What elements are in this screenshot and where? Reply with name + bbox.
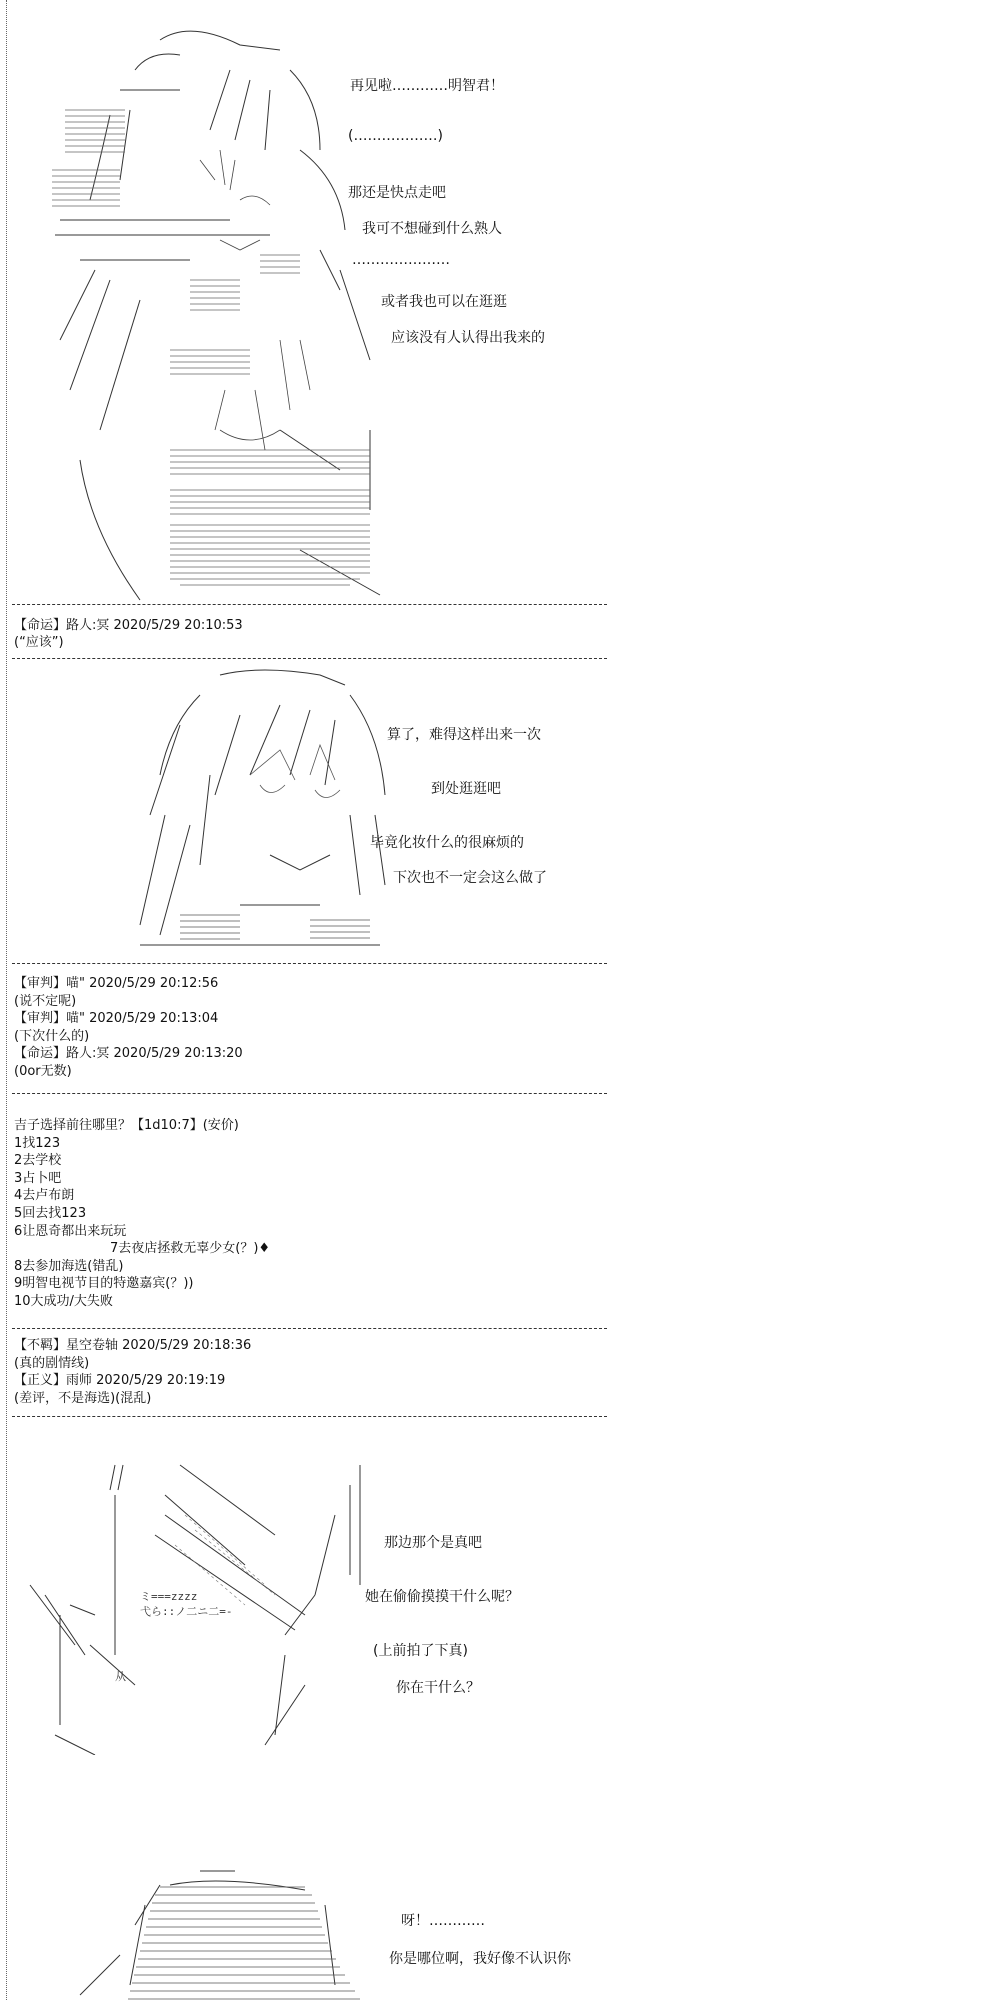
comment-line: (下次什么的) [14, 1028, 90, 1044]
dialogue-line: 算了，难得这样出来一次 [387, 727, 541, 743]
post-separator [12, 658, 607, 659]
poll-option: 10大成功/大失败 [14, 1293, 113, 1309]
comment-line: 【不羁】星空卷轴 2020/5/29 20:18:36 [14, 1338, 252, 1353]
comment-line: 【审判】喵" 2020/5/29 20:13:04 [14, 1011, 219, 1027]
dialogue-line: 应该没有人认得出我来的 [391, 330, 545, 346]
comment-line: 【命运】路人:冥 2020/5/29 20:10:53 [14, 618, 243, 633]
dialogue-line: (上前拍了下真) [373, 1643, 468, 1659]
dialogue-line: 我可不想碰到什么熟人 [362, 221, 502, 237]
comment-line: (0or无数) [14, 1063, 72, 1079]
comment-line: (说不定呢) [14, 993, 77, 1009]
poll-block [14, 1117, 270, 1311]
poll-option: 3占卜吧 [14, 1170, 62, 1186]
poll-option: 4去卢布朗 [14, 1188, 75, 1204]
post-separator [12, 1328, 607, 1329]
dialogue-line: ………………… [352, 252, 450, 268]
comment-line: (真的剧情线) [14, 1355, 90, 1371]
comment-block [14, 975, 243, 1081]
dialogue-line: 你在干什么？ [396, 1680, 480, 1696]
dialogue-line: 或者我也可以在逛逛 [381, 294, 507, 310]
post-separator [12, 963, 607, 964]
dialogue-line: 毕竟化妆什么的很麻烦的 [370, 835, 524, 851]
ascii-art-panel-3 [15, 1455, 375, 1755]
comment-line: 【命运】路人:冥 2020/5/29 20:13:20 [14, 1046, 243, 1062]
svg-text:从: 从 [115, 1670, 126, 1683]
poll-option: 2去学校 [14, 1153, 62, 1169]
poll-option: 1找123 [14, 1135, 61, 1151]
poll-question: 吉子选择前往哪里？【1d10:7】(安价) [14, 1118, 239, 1133]
poll-option: 8去参加海选(错乱) [14, 1258, 124, 1274]
post-separator [12, 604, 607, 605]
dialogue-line: 你是哪位啊，我好像不认识你 [389, 1951, 571, 1967]
dialogue-line: 那还是快点走吧 [348, 185, 446, 201]
dialogue-line: 呀！………… [401, 1913, 485, 1929]
comment-line: 【正义】雨师 2020/5/29 20:19:19 [14, 1373, 226, 1389]
poll-option: 6让恩奇都出来玩玩 [14, 1223, 127, 1239]
comment-line: (差评，不是海选)(混乱) [14, 1390, 152, 1406]
dialogue-line: (………………) [348, 128, 443, 144]
comment-line: (“应该”) [14, 635, 64, 650]
ascii-art-panel-4 [60, 1865, 390, 2000]
ascii-art-panel-2 [120, 665, 400, 955]
dialogue-line: 到处逛逛吧 [431, 781, 501, 797]
dialogue-line: 她在偷偷摸摸干什么呢？ [365, 1589, 519, 1605]
ascii-art-text: 弋ら::ノ二ニ二=- [140, 1605, 233, 1618]
ascii-art-text: ミ===zzzz [140, 1590, 198, 1603]
dialogue-line: 再见啦…………明智君！ [350, 78, 504, 94]
dialogue-line: 那边那个是真吧 [384, 1535, 482, 1551]
poll-option: 9明智电视节目的特邀嘉宾(？)) [14, 1276, 194, 1292]
poll-option: 5回去找123 [14, 1205, 87, 1221]
comment-block [14, 1337, 251, 1407]
comment-line: 【审判】喵" 2020/5/29 20:12:56 [14, 976, 219, 991]
dialogue-line: 下次也不一定会这么做了 [393, 870, 547, 886]
left-margin-line [6, 0, 8, 2000]
poll-option: 7去夜店拯救无辜少女(？)♦ [110, 1241, 271, 1257]
post-separator [12, 1093, 607, 1094]
post-separator [12, 1416, 607, 1417]
